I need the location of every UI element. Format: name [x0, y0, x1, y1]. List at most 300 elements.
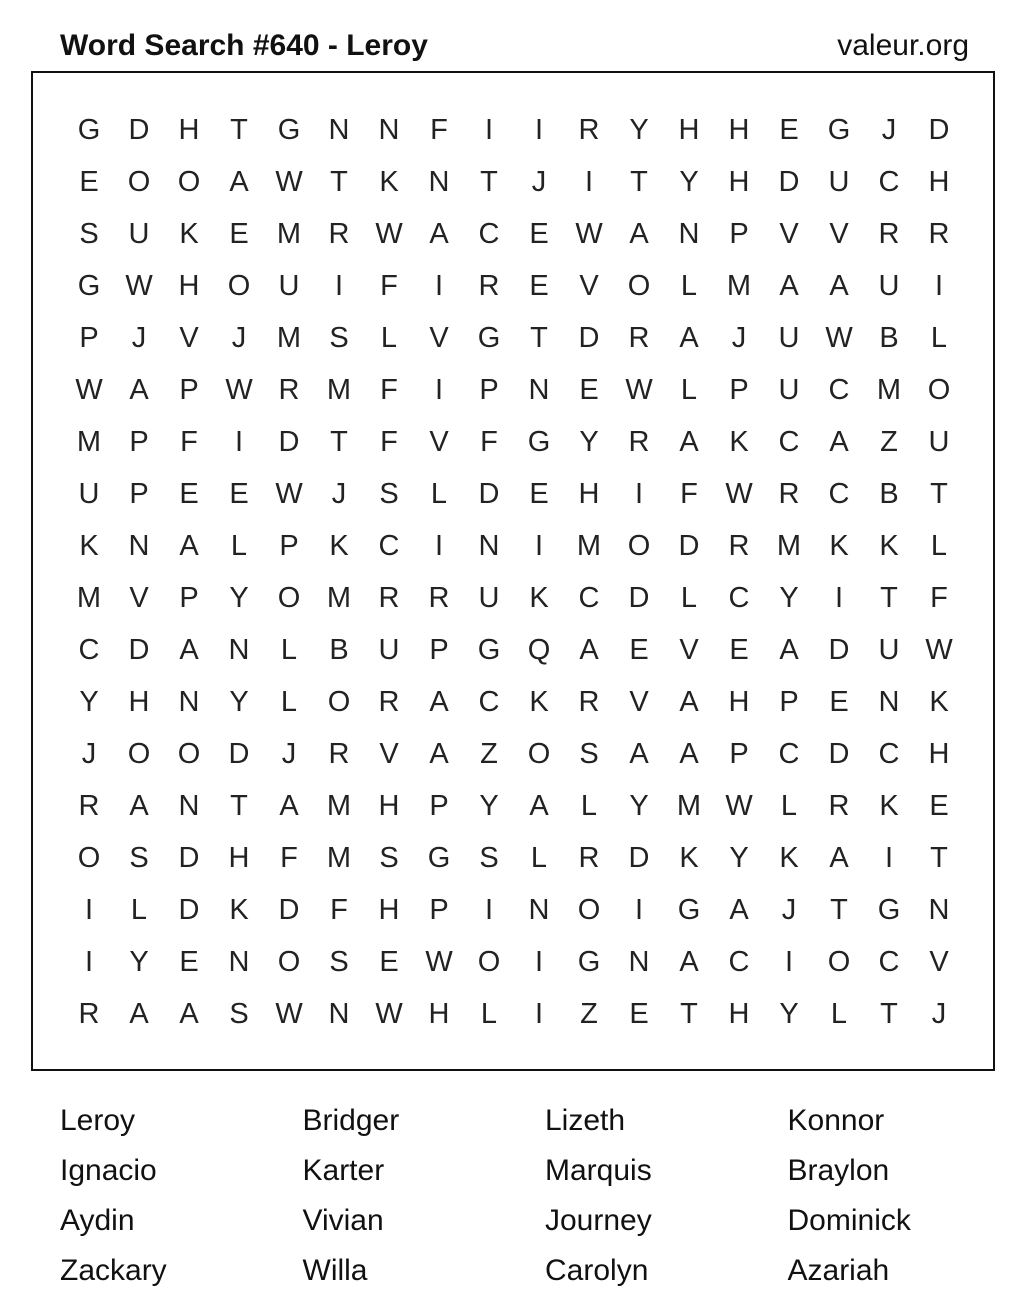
word-list-item: Azariah [787, 1254, 890, 1287]
grid-letter: W [925, 634, 953, 666]
letter-grid [64, 104, 964, 1040]
grid-letter: E [729, 634, 749, 666]
grid-letter: A [429, 738, 449, 770]
grid-letter: P [179, 374, 199, 406]
grid-row [64, 312, 964, 364]
grid-letter: E [629, 998, 649, 1030]
grid-letter: L [830, 998, 848, 1030]
grid-letter: S [379, 842, 399, 874]
grid-letter: S [329, 946, 349, 978]
grid-letter: B [879, 322, 899, 354]
grid-letter: O [327, 686, 351, 718]
grid-letter: R [578, 114, 600, 146]
grid-letter: T [930, 842, 948, 874]
grid-letter: N [878, 686, 900, 718]
grid-letter: A [629, 218, 649, 250]
grid-letter: W [275, 998, 303, 1030]
grid-letter: P [729, 738, 749, 770]
grid-letter: I [634, 894, 644, 926]
grid-letter: R [928, 218, 950, 250]
grid-letter: C [778, 738, 800, 770]
grid-letter: H [728, 998, 750, 1030]
grid-letter: A [779, 270, 799, 302]
grid-letter: N [928, 894, 950, 926]
grid-letter: M [876, 374, 902, 406]
grid-letter: E [929, 790, 949, 822]
grid-letter: U [278, 270, 300, 302]
grid-letter: S [129, 842, 149, 874]
grid-letter: K [79, 530, 99, 562]
word-list-item: Lizeth [545, 1104, 626, 1137]
grid-letter: L [530, 842, 548, 874]
grid-letter: N [228, 634, 250, 666]
grid-letter: T [880, 582, 898, 614]
grid-letter: R [578, 842, 600, 874]
grid-letter: C [728, 582, 750, 614]
grid-letter: G [877, 894, 901, 926]
grid-letter: O [577, 894, 601, 926]
grid-letter: Z [880, 426, 898, 458]
grid-letter: N [678, 218, 700, 250]
grid-letter: N [528, 894, 550, 926]
grid-letter: V [429, 426, 449, 458]
grid-letter: Y [629, 790, 649, 822]
grid-letter: P [179, 582, 199, 614]
grid-letter: A [679, 426, 699, 458]
grid-letter: H [728, 686, 750, 718]
grid-letter: Y [229, 686, 249, 718]
grid-letter: E [179, 478, 199, 510]
word-list-item: Bridger [302, 1104, 400, 1137]
grid-letter: H [178, 270, 200, 302]
grid-letter: O [227, 270, 251, 302]
grid-letter: L [930, 530, 948, 562]
grid-letter: V [679, 634, 699, 666]
grid-letter: I [434, 530, 444, 562]
grid-letter: I [434, 270, 444, 302]
grid-letter: K [879, 530, 899, 562]
grid-row [64, 780, 964, 832]
grid-letter: R [378, 582, 400, 614]
grid-letter: A [679, 686, 699, 718]
grid-letter: F [330, 894, 348, 926]
grid-letter: O [627, 530, 651, 562]
grid-letter: J [531, 166, 547, 198]
grid-letter: A [829, 426, 849, 458]
grid-letter: U [878, 270, 900, 302]
grid-letter: U [878, 634, 900, 666]
grid-letter: P [729, 374, 749, 406]
grid-row [64, 988, 964, 1040]
grid-letter: I [784, 946, 794, 978]
grid-letter: T [930, 478, 948, 510]
grid-letter: L [680, 582, 698, 614]
grid-letter: O [277, 582, 301, 614]
grid-row [64, 156, 964, 208]
grid-letter: V [779, 218, 799, 250]
grid-letter: G [77, 114, 101, 146]
grid-letter: E [579, 374, 599, 406]
grid-letter: R [328, 218, 350, 250]
grid-letter: F [380, 374, 398, 406]
grid-letter: F [930, 582, 948, 614]
word-list-item: Carolyn [545, 1254, 649, 1287]
grid-letter: U [828, 166, 850, 198]
grid-letter: G [427, 842, 451, 874]
word-list-item: Leroy [60, 1104, 136, 1137]
grid-letter: L [280, 686, 298, 718]
grid-letter: F [680, 478, 698, 510]
grid-letter: I [884, 842, 894, 874]
grid-letter: I [334, 270, 344, 302]
grid-letter: Y [579, 426, 599, 458]
grid-letter: T [330, 166, 348, 198]
grid-letter: W [75, 374, 103, 406]
grid-letter: A [279, 790, 299, 822]
grid-row [64, 728, 964, 780]
grid-letter: N [528, 374, 550, 406]
grid-letter: S [229, 998, 249, 1030]
grid-letter: Q [527, 634, 551, 666]
grid-letter: K [179, 218, 199, 250]
grid-letter: R [478, 270, 500, 302]
grid-letter: M [326, 374, 352, 406]
grid-letter: T [230, 114, 248, 146]
grid-letter: L [130, 894, 148, 926]
grid-letter: K [779, 842, 799, 874]
grid-letter: H [728, 114, 750, 146]
grid-letter: C [728, 946, 750, 978]
grid-letter: Y [779, 998, 799, 1030]
grid-letter: D [278, 426, 300, 458]
grid-letter: P [779, 686, 799, 718]
grid-letter: M [726, 270, 752, 302]
grid-letter: P [429, 634, 449, 666]
grid-letter: I [84, 894, 94, 926]
grid-letter: W [725, 478, 753, 510]
grid-letter: I [634, 478, 644, 510]
grid-letter: M [676, 790, 702, 822]
grid-letter: K [729, 426, 749, 458]
grid-letter: C [478, 686, 500, 718]
grid-letter: E [379, 946, 399, 978]
grid-letter: R [628, 322, 650, 354]
word-list-row [60, 1246, 1030, 1296]
grid-letter: Y [729, 842, 749, 874]
grid-letter: O [527, 738, 551, 770]
grid-letter: L [680, 270, 698, 302]
grid-letter: G [577, 946, 601, 978]
grid-letter: O [77, 842, 101, 874]
grid-letter: J [231, 322, 247, 354]
grid-letter: G [277, 114, 301, 146]
grid-letter: A [429, 686, 449, 718]
grid-letter: R [278, 374, 300, 406]
grid-letter: O [277, 946, 301, 978]
word-list-item: Karter [302, 1154, 385, 1187]
grid-letter: W [275, 166, 303, 198]
grid-letter: G [477, 322, 501, 354]
grid-letter: N [178, 790, 200, 822]
grid-row [64, 832, 964, 884]
grid-letter: W [275, 478, 303, 510]
grid-letter: W [375, 998, 403, 1030]
grid-letter: R [78, 998, 100, 1030]
grid-letter: V [179, 322, 199, 354]
grid-letter: J [331, 478, 347, 510]
grid-letter: A [129, 374, 149, 406]
grid-letter: D [628, 842, 650, 874]
grid-letter: K [929, 686, 949, 718]
grid-row [64, 572, 964, 624]
grid-row [64, 520, 964, 572]
grid-letter: D [128, 634, 150, 666]
grid-letter: D [828, 634, 850, 666]
grid-letter: M [276, 322, 302, 354]
grid-letter: E [529, 478, 549, 510]
grid-row [64, 104, 964, 156]
grid-letter: K [529, 686, 549, 718]
grid-letter: U [78, 478, 100, 510]
grid-letter: S [79, 218, 99, 250]
grid-letter: F [480, 426, 498, 458]
grid-letter: O [127, 738, 151, 770]
grid-letter: C [378, 530, 400, 562]
grid-letter: E [229, 218, 249, 250]
grid-letter: D [228, 738, 250, 770]
grid-letter: O [177, 738, 201, 770]
grid-letter: H [228, 842, 250, 874]
grid-letter: N [328, 998, 350, 1030]
grid-letter: L [480, 998, 498, 1030]
grid-row [64, 884, 964, 936]
grid-letter: C [778, 426, 800, 458]
grid-letter: A [829, 270, 849, 302]
grid-letter: V [429, 322, 449, 354]
grid-letter: R [728, 530, 750, 562]
grid-letter: L [680, 374, 698, 406]
word-list [60, 1096, 1030, 1296]
grid-letter: E [529, 270, 549, 302]
grid-row [64, 624, 964, 676]
grid-letter: U [778, 374, 800, 406]
grid-letter: T [480, 166, 498, 198]
grid-letter: P [429, 790, 449, 822]
grid-letter: H [128, 686, 150, 718]
word-list-row [60, 1196, 1030, 1246]
grid-letter: A [829, 842, 849, 874]
grid-letter: P [729, 218, 749, 250]
grid-letter: Y [629, 114, 649, 146]
grid-row [64, 416, 964, 468]
grid-letter: R [578, 686, 600, 718]
grid-letter: R [428, 582, 450, 614]
grid-letter: M [76, 582, 102, 614]
grid-letter: S [379, 478, 399, 510]
word-list-item: Konnor [787, 1104, 885, 1137]
grid-letter: T [530, 322, 548, 354]
grid-letter: R [778, 478, 800, 510]
grid-letter: T [880, 998, 898, 1030]
grid-letter: U [128, 218, 150, 250]
grid-letter: D [478, 478, 500, 510]
grid-letter: H [678, 114, 700, 146]
grid-letter: G [77, 270, 101, 302]
word-list-row [60, 1146, 1030, 1196]
grid-row [64, 208, 964, 260]
grid-letter: M [576, 530, 602, 562]
grid-letter: P [479, 374, 499, 406]
grid-letter: I [534, 998, 544, 1030]
grid-letter: R [378, 686, 400, 718]
grid-letter: M [326, 842, 352, 874]
grid-letter: G [527, 426, 551, 458]
grid-letter: F [380, 270, 398, 302]
grid-letter: W [425, 946, 453, 978]
grid-letter: G [827, 114, 851, 146]
grid-letter: M [76, 426, 102, 458]
grid-letter: L [580, 790, 598, 822]
grid-letter: U [928, 426, 950, 458]
grid-letter: A [179, 530, 199, 562]
grid-letter: A [429, 218, 449, 250]
grid-letter: O [627, 270, 651, 302]
grid-letter: J [281, 738, 297, 770]
grid-letter: J [131, 322, 147, 354]
grid-letter: H [378, 790, 400, 822]
grid-letter: R [878, 218, 900, 250]
grid-letter: M [326, 790, 352, 822]
grid-letter: C [878, 946, 900, 978]
grid-letter: V [129, 582, 149, 614]
grid-letter: A [679, 946, 699, 978]
grid-letter: N [128, 530, 150, 562]
grid-letter: O [177, 166, 201, 198]
grid-letter: Y [79, 686, 99, 718]
grid-letter: C [878, 738, 900, 770]
grid-letter: Z [580, 998, 598, 1030]
grid-letter: K [829, 530, 849, 562]
grid-letter: K [879, 790, 899, 822]
word-list-item: Ignacio [60, 1154, 157, 1187]
grid-letter: I [484, 114, 494, 146]
grid-letter: N [628, 946, 650, 978]
grid-letter: K [379, 166, 399, 198]
grid-letter: I [434, 374, 444, 406]
grid-letter: W [625, 374, 653, 406]
grid-letter: M [326, 582, 352, 614]
grid-letter: B [329, 634, 349, 666]
grid-letter: L [780, 790, 798, 822]
grid-letter: D [628, 582, 650, 614]
grid-letter: E [229, 478, 249, 510]
grid-letter: P [129, 426, 149, 458]
grid-letter: T [630, 166, 648, 198]
grid-letter: W [575, 218, 603, 250]
grid-letter: E [779, 114, 799, 146]
grid-letter: Y [679, 166, 699, 198]
grid-letter: S [329, 322, 349, 354]
grid-letter: J [781, 894, 797, 926]
grid-letter: W [225, 374, 253, 406]
grid-letter: C [828, 374, 850, 406]
grid-letter: D [928, 114, 950, 146]
grid-letter: W [375, 218, 403, 250]
word-list-item: Braylon [787, 1154, 890, 1187]
grid-letter: Y [229, 582, 249, 614]
grid-letter: A [579, 634, 599, 666]
grid-letter: N [228, 946, 250, 978]
word-list-item: Marquis [545, 1154, 652, 1187]
word-list-item: Vivian [302, 1204, 384, 1237]
grid-letter: H [178, 114, 200, 146]
grid-letter: I [234, 426, 244, 458]
word-list-item: Zackary [60, 1254, 167, 1287]
grid-letter: N [478, 530, 500, 562]
grid-letter: O [827, 946, 851, 978]
grid-letter: E [829, 686, 849, 718]
grid-letter: C [578, 582, 600, 614]
grid-letter: I [534, 946, 544, 978]
grid-letter: I [834, 582, 844, 614]
grid-letter: A [529, 790, 549, 822]
grid-letter: J [881, 114, 897, 146]
grid-letter: R [78, 790, 100, 822]
grid-row [64, 260, 964, 312]
grid-letter: C [78, 634, 100, 666]
word-list-item: Aydin [60, 1204, 135, 1237]
grid-letter: M [776, 530, 802, 562]
grid-letter: U [478, 582, 500, 614]
page-title: Word Search #640 - Leroy [60, 29, 428, 62]
grid-letter: C [478, 218, 500, 250]
grid-letter: N [178, 686, 200, 718]
grid-letter: V [929, 946, 949, 978]
grid-letter: K [679, 842, 699, 874]
grid-letter: O [477, 946, 501, 978]
grid-letter: E [629, 634, 649, 666]
grid-letter: D [778, 166, 800, 198]
grid-letter: U [378, 634, 400, 666]
grid-letter: I [534, 114, 544, 146]
grid-letter: V [629, 686, 649, 718]
grid-letter: V [579, 270, 599, 302]
grid-letter: F [280, 842, 298, 874]
grid-letter: T [330, 426, 348, 458]
grid-letter: N [378, 114, 400, 146]
grid-letter: F [380, 426, 398, 458]
grid-letter: P [429, 894, 449, 926]
grid-letter: V [379, 738, 399, 770]
grid-letter: C [828, 478, 850, 510]
grid-letter: D [828, 738, 850, 770]
grid-letter: U [778, 322, 800, 354]
grid-letter: N [428, 166, 450, 198]
grid-letter: K [229, 894, 249, 926]
grid-letter: A [679, 322, 699, 354]
grid-letter: L [380, 322, 398, 354]
grid-letter: Y [479, 790, 499, 822]
grid-letter: J [731, 322, 747, 354]
grid-letter: I [534, 530, 544, 562]
grid-letter: E [79, 166, 99, 198]
grid-letter: G [477, 634, 501, 666]
grid-letter: P [129, 478, 149, 510]
grid-letter: M [276, 218, 302, 250]
grid-letter: G [677, 894, 701, 926]
grid-letter: K [529, 582, 549, 614]
grid-row [64, 468, 964, 520]
